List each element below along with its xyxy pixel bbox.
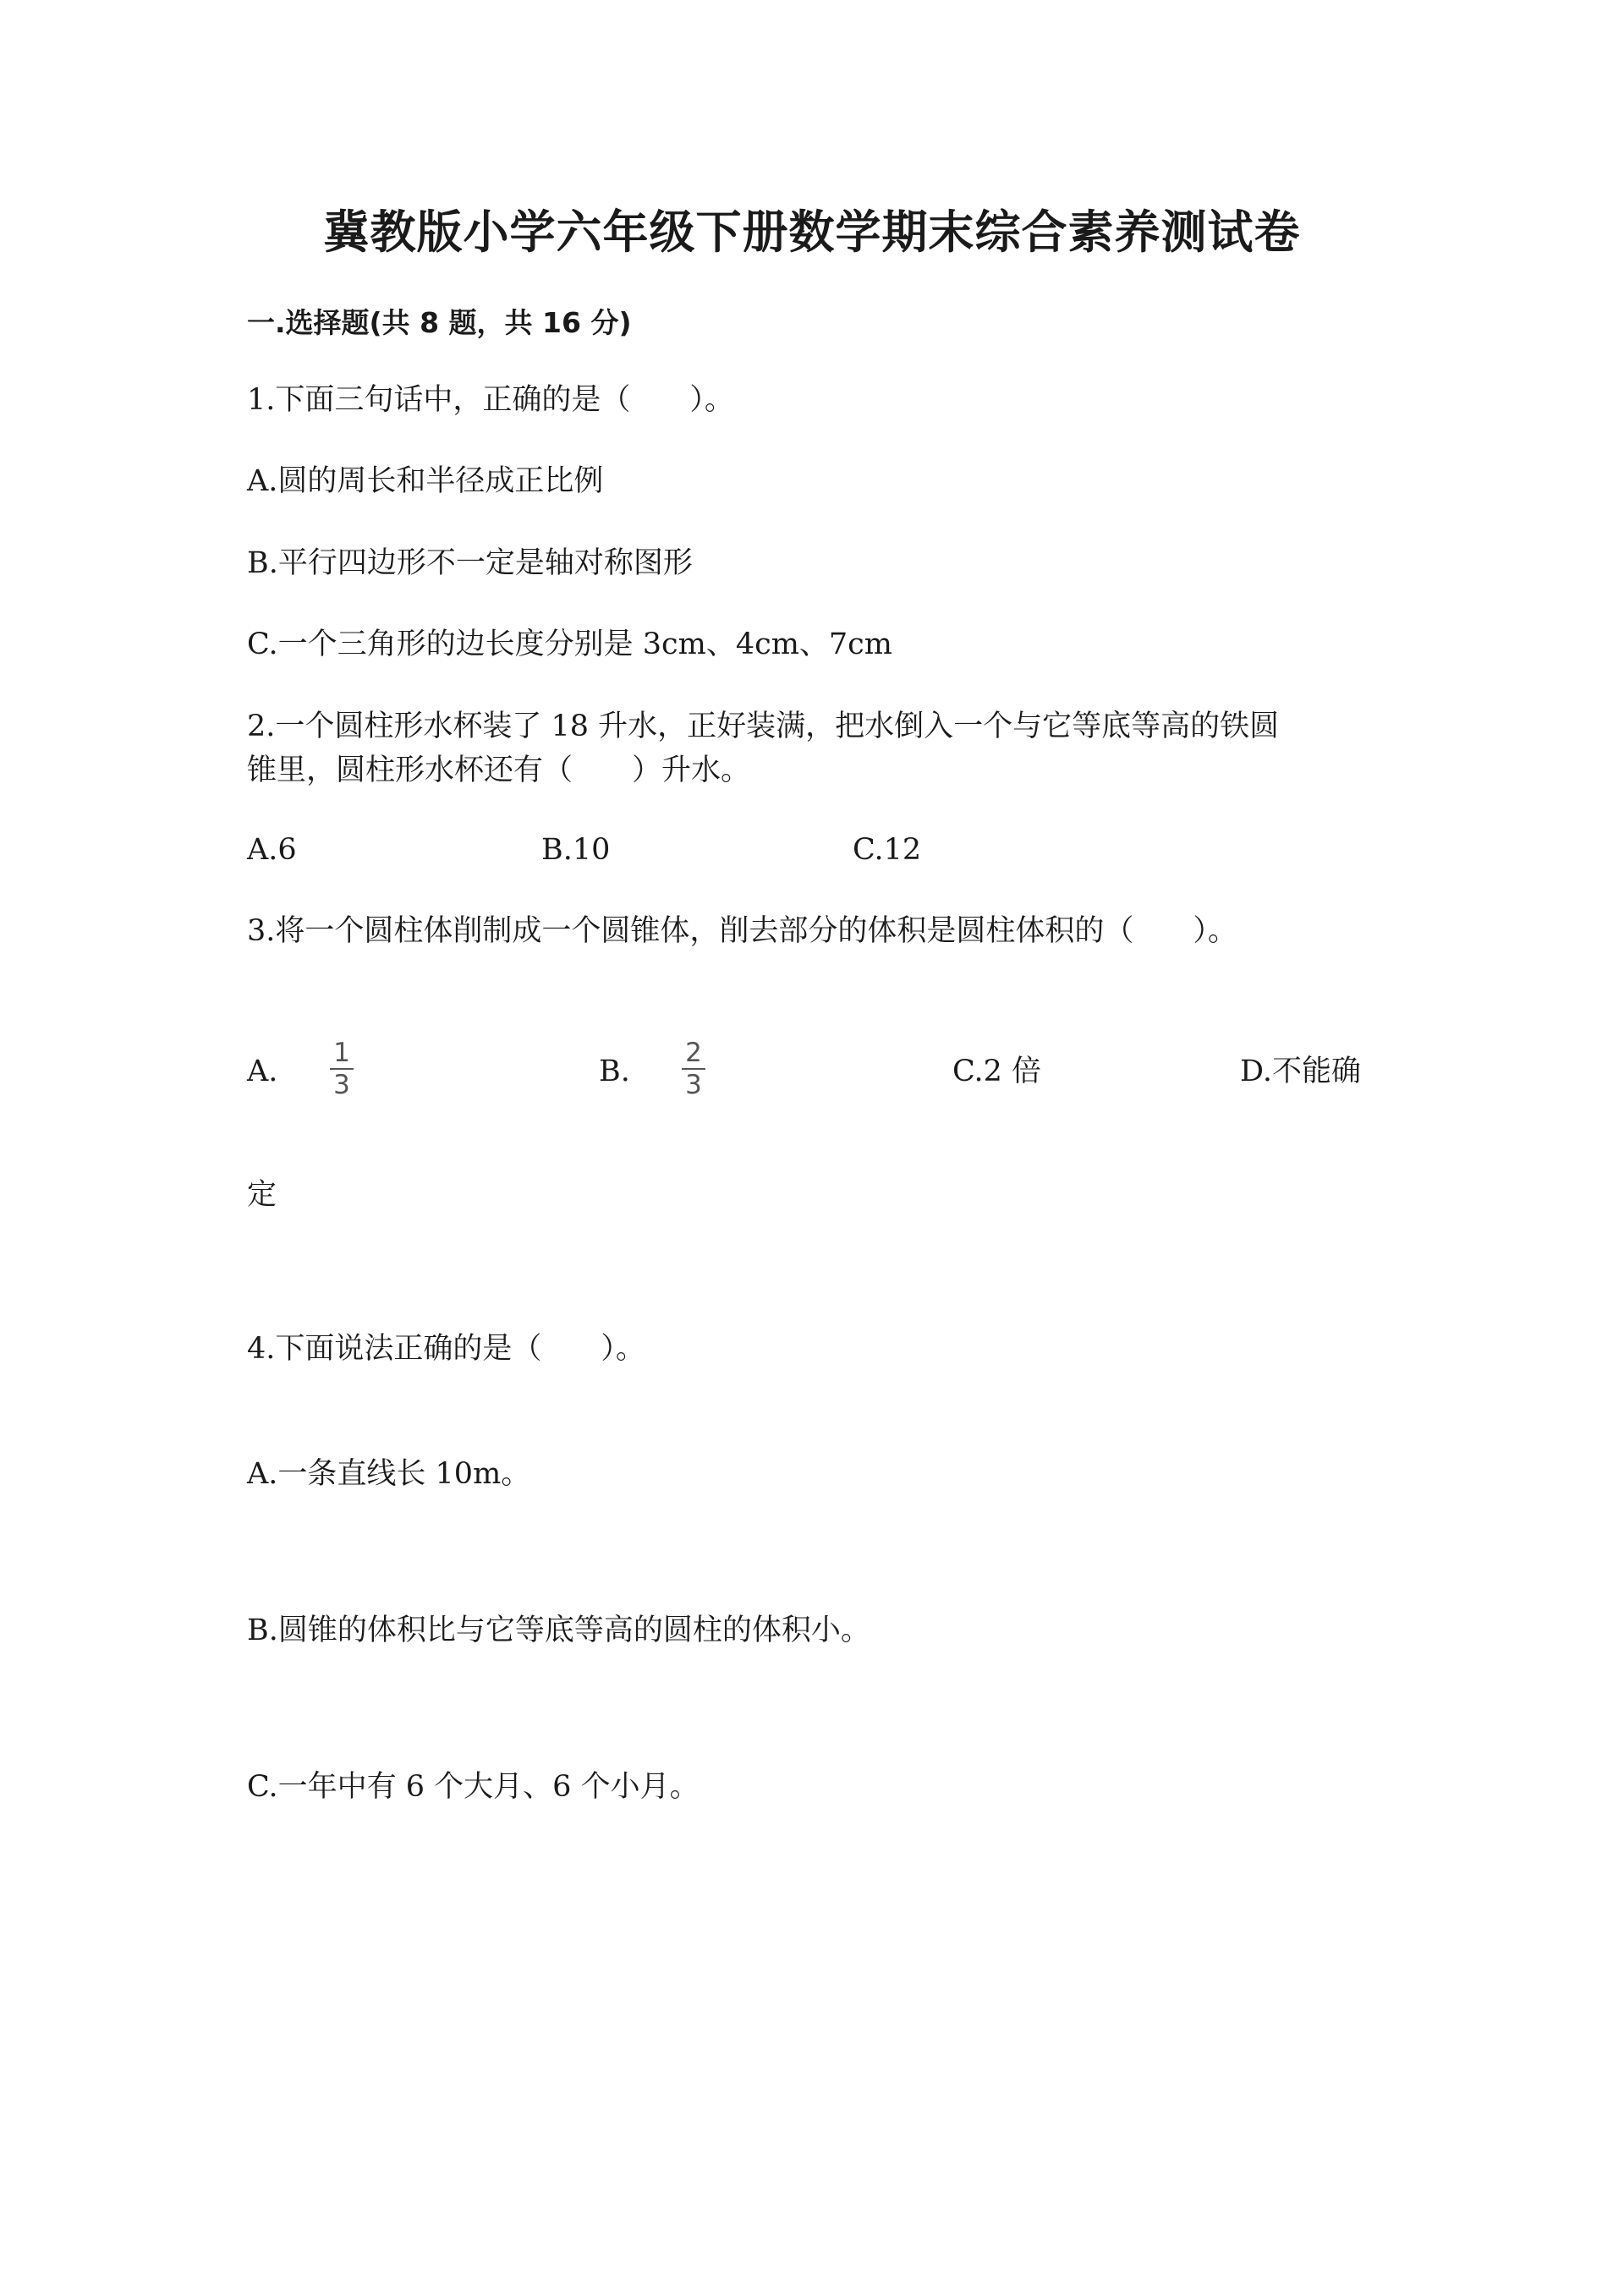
page-title: 冀教版小学六年级下册数学期末综合素养测试卷 [323,205,1301,259]
fraction-denominator: 3 [685,1070,702,1100]
question-3-option-b-fraction [681,1038,706,1099]
section-heading: 一.选择题(共 8 题，共 16 分) [247,306,632,339]
question-2-option-a: A.6 [247,833,297,867]
question-3-option-d-continued: 定 [247,1178,277,1212]
question-3-option-a-label: A. [247,1055,278,1088]
question-4-stem: 4.下面说法正确的是（ ）。 [247,1332,645,1366]
question-3-option-d: D.不能确 [1240,1055,1361,1088]
question-1-option-c: C.一个三角形的边长度分别是 3cm、4cm、7cm [247,627,892,661]
question-3-stem: 3.将一个圆柱体削制成一个圆锥体，削去部分的体积是圆柱体积的（ ）。 [247,914,1237,948]
question-2-stem-line2: 锥里，圆柱形水杯还有（ ）升水。 [247,753,751,787]
question-2-option-c: C.12 [853,833,922,867]
question-2-stem-line1: 2.一个圆柱形水杯装了 18 升水，正好装满，把水倒入一个与它等底等高的铁圆 [247,710,1280,743]
question-2-option-b: B.10 [541,833,611,867]
question-1-option-b: B.平行四边形不一定是轴对称图形 [247,546,693,580]
question-4-option-b: B.圆锥的体积比与它等底等高的圆柱的体积小。 [247,1614,870,1647]
fraction-denominator: 3 [333,1070,350,1100]
question-1-stem: 1.下面三句话中，正确的是（ ）。 [247,383,734,417]
question-3-option-a-fraction [329,1038,354,1099]
question-3-option-c: C.2 倍 [952,1055,1042,1088]
fraction-numerator: 1 [333,1038,350,1068]
question-4-option-c: C.一年中有 6 个大月、6 个小月。 [247,1770,700,1804]
question-4-option-a: A.一条直线长 10m。 [247,1457,531,1491]
question-3-option-b-label: B. [599,1055,630,1088]
question-1-option-a: A.圆的周长和半径成正比例 [247,464,604,498]
fraction-numerator: 2 [685,1038,702,1068]
